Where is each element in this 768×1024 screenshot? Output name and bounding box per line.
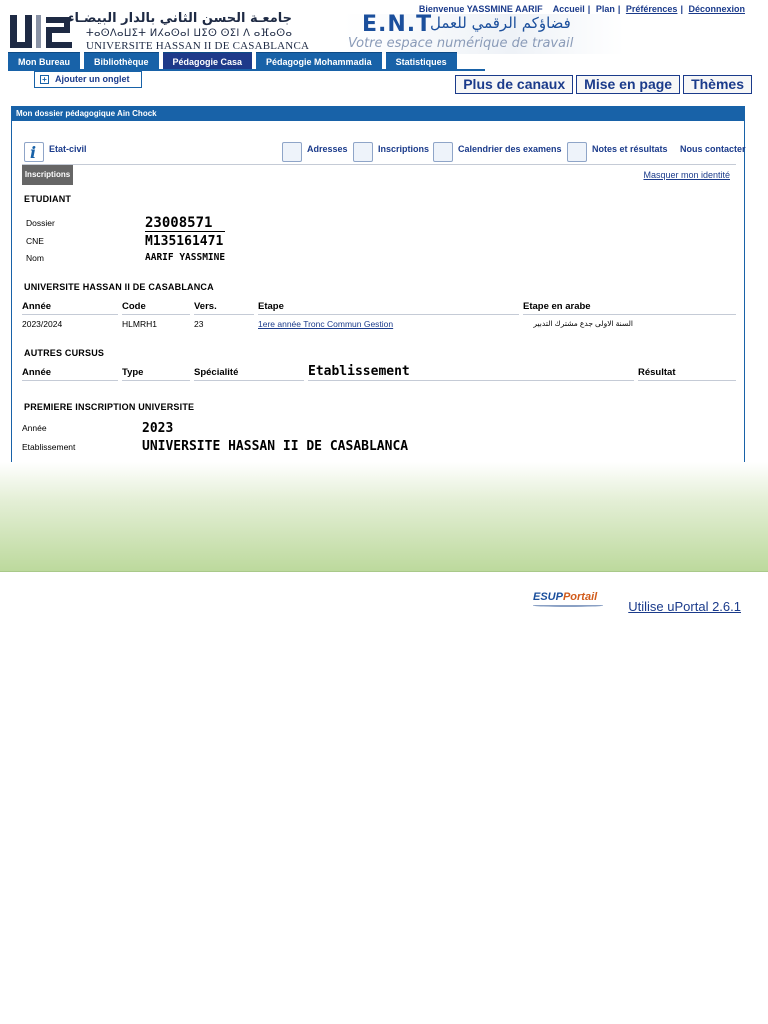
- page-layout-button[interactable]: Mise en page: [576, 75, 680, 94]
- universite-heading: UNIVERSITE HASSAN II DE CASABLANCA: [24, 282, 214, 292]
- main-tabs: [8, 52, 457, 70]
- cne-label: CNE: [26, 236, 44, 246]
- autres-cursus-table: [22, 364, 736, 385]
- university-name-arabic: جامعـة الحسن الثاني بالدار البيضـاء: [67, 11, 292, 26]
- plus-icon: +: [40, 75, 49, 84]
- cell-annee: 2023/2024: [22, 319, 63, 329]
- premiere-etab-value: UNIVERSITE HASSAN II DE CASABLANCA: [142, 439, 409, 454]
- premiere-inscription-heading: PREMIERE INSCRIPTION UNIVERSITE: [24, 402, 195, 412]
- cell-vers: 23: [194, 319, 204, 329]
- channel-nav: i Etat-civil Adresses Inscriptions Calendrier des examens Notes et résultats Nous contacter: [22, 141, 736, 165]
- nom-label: Nom: [26, 253, 44, 263]
- dossier-label: Dossier: [26, 218, 55, 228]
- premiere-annee-label: Année: [22, 423, 47, 433]
- uportal-link[interactable]: Utilise uPortal 2.6.1: [628, 599, 741, 614]
- ent-banner: [344, 14, 624, 54]
- layout-actions: [455, 75, 752, 94]
- calendar-icon: [433, 142, 453, 162]
- ent-title: E.N.T: [362, 12, 433, 37]
- background-band: [0, 462, 768, 572]
- dossier-value: 23008571: [145, 215, 225, 232]
- tab-mon-bureau[interactable]: Mon Bureau: [8, 52, 80, 70]
- university-name: UNIVERSITE HASSAN II DE CASABLANCA: [86, 40, 310, 52]
- col-specialite: Spécialité: [194, 367, 239, 378]
- info-icon: [24, 142, 44, 162]
- col-resultat: Résultat: [638, 367, 676, 378]
- notes-icon: [567, 142, 587, 162]
- channel-title: Mon dossier pédagogique Ain Chock: [12, 107, 744, 121]
- col-etablissement: Etablissement: [308, 364, 410, 379]
- tab-pedagogie-mohammadia[interactable]: Pédagogie Mohammadia: [256, 52, 382, 70]
- tab-bibliotheque[interactable]: Bibliothèque: [84, 52, 159, 70]
- premiere-etab-label: Etablissement: [22, 442, 76, 452]
- preferences-link[interactable]: Préférences: [625, 4, 678, 14]
- more-channels-button[interactable]: Plus de canaux: [455, 75, 573, 94]
- etudiant-heading: ETUDIANT: [24, 194, 72, 204]
- premiere-annee-value: 2023: [142, 421, 174, 436]
- cell-etape-link[interactable]: 1ere année Tronc Commun Gestion: [258, 319, 394, 329]
- col-annee: Année: [22, 301, 52, 312]
- col-etape-arabe: Etape en arabe: [523, 301, 591, 312]
- dossier-pedagogique-channel: [11, 106, 745, 464]
- nom-value: AARIF YASSMINE: [145, 252, 226, 263]
- esup-swoosh-icon: [533, 604, 603, 607]
- pencil-icon: [353, 142, 373, 162]
- accueil-link[interactable]: Accueil: [552, 4, 585, 14]
- themes-button[interactable]: Thèmes: [683, 75, 752, 94]
- autres-cursus-heading: AUTRES CURSUS: [24, 348, 105, 358]
- inscriptions-table: [22, 301, 736, 331]
- university-name-tifinagh: ⵜⴰⵙⴷⴰⵡⵉⵜ ⵍⵃⴰⵙⴰⵏ ⵡⵉⵙ ⵙⵉⵏ ⴷ ⴰⴼⴰⵙⴰ: [86, 28, 292, 39]
- esup-portail-logo: ESUPPortail: [533, 591, 598, 603]
- welcome-text: Bienvenue YASSMINE AARIF: [418, 4, 543, 14]
- cell-etape-arabe: السنة الاولى جدع مشترك التدبير: [533, 319, 633, 328]
- deconnexion-link[interactable]: Déconnexion: [688, 4, 745, 14]
- section-tab-inscriptions[interactable]: Inscriptions: [22, 165, 73, 185]
- page-header: [0, 0, 768, 54]
- plan-link[interactable]: Plan: [595, 4, 615, 14]
- tab-pedagogie-casa[interactable]: Pédagogie Casa: [163, 52, 253, 70]
- add-tab-button[interactable]: [34, 71, 142, 88]
- col-etape: Etape: [258, 301, 284, 312]
- house-icon: [282, 142, 302, 162]
- col-vers: Vers.: [194, 301, 217, 312]
- add-tab-label: Ajouter un onglet: [55, 74, 130, 84]
- col-annee: Année: [22, 367, 52, 378]
- top-bar: Bienvenue YASSMINE AARIF Accueil | Plan | Préférences | Déconnexion: [418, 4, 745, 14]
- col-type: Type: [122, 367, 144, 378]
- ent-arabic-title: فضاؤكم الرقمي للعمل: [430, 14, 571, 32]
- col-code: Code: [122, 301, 146, 312]
- tab-statistiques[interactable]: Statistiques: [386, 52, 457, 70]
- hide-identity-link[interactable]: Masquer mon identité: [643, 170, 730, 180]
- cell-code: HLMRH1: [122, 319, 157, 329]
- ent-subtitle: Votre espace numérique de travail: [348, 36, 574, 51]
- cne-value: M135161471: [145, 234, 224, 249]
